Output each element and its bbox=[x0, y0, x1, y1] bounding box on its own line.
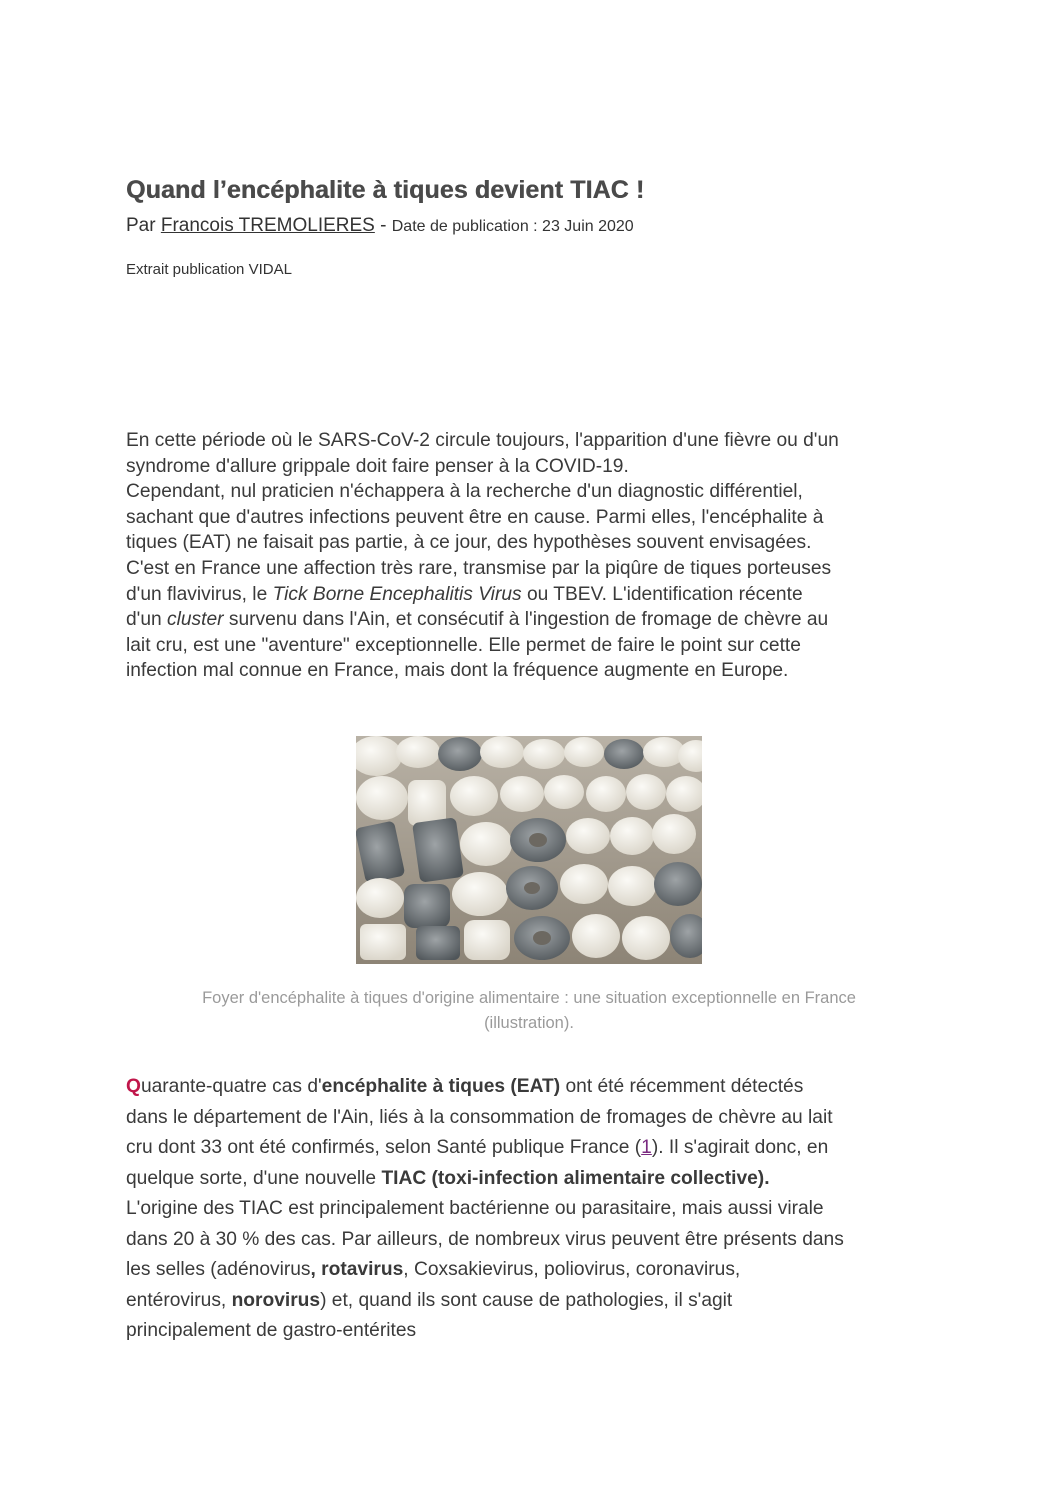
intro-line: sachant que d'autres infections peuvent être en cause. Parmi elles, l'encéphalite à bbox=[126, 506, 824, 528]
article-title: Quand l’encéphalite à tiques devient TIAC ! bbox=[126, 176, 645, 204]
body-line bbox=[126, 1133, 932, 1164]
author-link[interactable]: Francois TREMOLIERES bbox=[160, 215, 375, 236]
drop-letter: Q bbox=[126, 1076, 141, 1097]
body-line bbox=[126, 1286, 932, 1317]
intro-line: Cependant, nul praticien n'échappera à la recherche d'un diagnostic différentiel, bbox=[126, 481, 803, 503]
intro-text: ou TBEV. L'identification récente bbox=[521, 583, 803, 605]
body-text: , Coxsakievirus, poliovirus, coronavirus, bbox=[403, 1259, 741, 1280]
intro-line: syndrome d'allure grippale doit faire penser à la COVID-19. bbox=[126, 455, 629, 477]
body-text: quelque sorte, d'une nouvelle bbox=[126, 1167, 382, 1189]
body-text: ) et, quand ils sont cause de pathologies, il s'agit bbox=[320, 1289, 733, 1311]
body-line: dans le département de l'Ain, liés à la consommation de fromages de chèvre au lait bbox=[126, 1106, 833, 1128]
body-text: les selles (adénovirus bbox=[126, 1259, 311, 1280]
intro-line bbox=[126, 607, 926, 633]
caption-line: (illustration). bbox=[484, 1014, 574, 1032]
body-text: cru dont 33 ont été confirmés, selon Santé publique France ( bbox=[126, 1137, 642, 1158]
goat-cheese-photo bbox=[356, 736, 702, 964]
body-line: principalement de gastro-entérites bbox=[126, 1320, 417, 1341]
byline-prefix: Par bbox=[126, 215, 161, 236]
intro-line: C'est en France une affection très rare, transmise par la piqûre de tiques porteuses bbox=[126, 557, 832, 579]
body-text: ont été récemment détectés bbox=[560, 1076, 804, 1097]
photo-caption bbox=[120, 986, 938, 1036]
body-line: dans 20 à 30 % des cas. Par ailleurs, de nombreux virus peuvent être présents dans bbox=[126, 1228, 844, 1250]
virus-name-italic: Tick Borne Encephalitis Virus bbox=[272, 583, 522, 605]
body-line bbox=[126, 1255, 932, 1286]
cluster-italic: cluster bbox=[167, 609, 224, 631]
body-paragraph bbox=[126, 1072, 932, 1347]
bold-term: TIAC (toxi-infection alimentaire collective). bbox=[381, 1167, 770, 1189]
body-line bbox=[126, 1072, 932, 1103]
byline-separator: - bbox=[374, 215, 392, 236]
body-line bbox=[126, 1164, 932, 1195]
intro-line bbox=[126, 582, 926, 608]
intro-line: tiques (EAT) ne faisait pas partie, à ce jour, des hypothèses souvent envisagées. bbox=[126, 532, 812, 554]
intro-text: d'un bbox=[126, 609, 168, 631]
body-text: entérovirus, bbox=[126, 1289, 232, 1311]
body-text: ). Il s'agirait donc, en bbox=[651, 1137, 829, 1158]
reference-link[interactable]: 1 bbox=[641, 1137, 652, 1158]
intro-text: d'un flavivirus, le bbox=[126, 583, 273, 605]
intro-line: lait cru, est une "aventure" exceptionnelle. Elle permet de faire le point sur cette bbox=[126, 634, 801, 656]
body-text: uarante-quatre cas d' bbox=[140, 1076, 322, 1097]
body-line: L'origine des TIAC est principalement bactérienne ou parasitaire, mais aussi virale bbox=[126, 1198, 824, 1219]
bold-term: norovirus bbox=[231, 1289, 321, 1311]
caption-line: Foyer d'encéphalite à tiques d'origine alimentaire : une situation exceptionnelle en France bbox=[202, 989, 856, 1007]
bold-term: , rotavirus bbox=[310, 1259, 404, 1280]
intro-text: survenu dans l'Ain, et consécutif à l'ingestion de fromage de chèvre au bbox=[223, 609, 829, 631]
publication-date: Date de publication : 23 Juin 2020 bbox=[391, 218, 634, 235]
intro-line: En cette période où le SARS-CoV-2 circule toujours, l'apparition d'une fièvre ou d'un bbox=[126, 430, 839, 451]
bold-term: encéphalite à tiques (EAT) bbox=[321, 1076, 561, 1097]
intro-paragraph bbox=[126, 428, 926, 684]
byline bbox=[126, 215, 634, 237]
intro-line: infection mal connue en France, mais dont la fréquence augmente en Europe. bbox=[126, 660, 789, 682]
excerpt-note: Extrait publication VIDAL bbox=[126, 261, 292, 278]
